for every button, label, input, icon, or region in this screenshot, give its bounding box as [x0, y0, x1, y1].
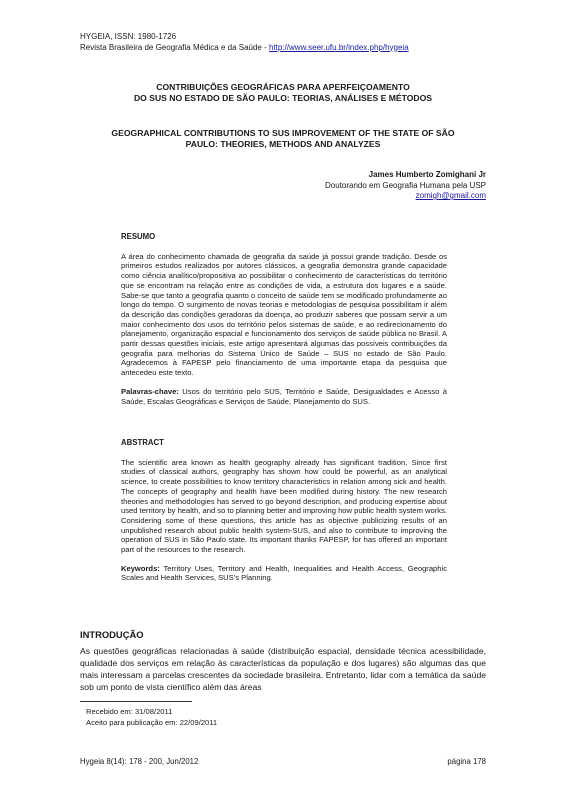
author-block — [325, 170, 486, 202]
abstract-text: The scientific area known as health geography already has significant tradition. Since first studies of classical authors, geography has shown how could be powerful, as an analytical science, to create possibilities to know territory characteristics in relation among sick and health. The concepts of geography and health have been modified during history. The new research theories and methodologies has served to go beyond description, and producing expertise about used territory by health, and so to planning better and improving how public health system works. Considering some of these questions, this article has as objective publicizing results of an unpublished research about public health system-SUS, and also to contribute to improving the operation of SUS in São Paulo state. Its important thanks FAPESP, for has offered an important part of the resources to the research. — [121, 457, 447, 555]
intro-heading: INTRODUÇÃO — [80, 629, 144, 640]
intro-text: As questões geográficas relacionadas à saúde (distribuição espacial, densidade técnica acessibilidade, qualidade dos serviços em relação às características da população e dos lugares) são algumas das que mais interessam a parcelas crescentes da sociedade brasileira. Entretanto, lidar com a temática da saúde sob um ponto de vista científico além das áreas — [80, 646, 486, 693]
author-email-link[interactable]: zomigh@gmail.com — [415, 191, 486, 200]
journal-subtitle-text: Revista Brasileira de Geografia Médica e da Saúde - — [80, 42, 269, 52]
resumo-heading: RESUMO — [121, 232, 156, 241]
title-en-line2: PAULO: THEORIES, METHODS AND ANALYZES — [185, 139, 381, 149]
author-name: James Humberto Zomighani Jr — [368, 170, 486, 179]
author-affiliation: Doutorando em Geografia Humana pela USP — [325, 180, 486, 190]
footnote-accepted: Aceito para publicação em: 22/09/2011 — [86, 717, 218, 727]
resumo-section — [121, 232, 447, 406]
resumo-keywords-label: Palavras-chave: — [121, 386, 179, 396]
footer-page-number: página 178 — [447, 757, 486, 766]
resumo-keywords-text: Usos do território pelo SUS, Território e Saúde, Desigualdades e Acesso à Saúde, Escalas Geográficas e Serviços de Saúde, Planejamento do SUS. — [121, 386, 447, 406]
title-portuguese — [60, 82, 506, 104]
abstract-keywords — [121, 564, 447, 583]
footer-citation: Hygeia 8(14): 178 - 200, Jun/2012 — [80, 757, 199, 766]
abstract-keywords-text: Territory Uses, Territory and Health, Inequalities and Health Access, Geographic Scales and Health Services, SUS’s Planning. — [121, 563, 447, 583]
abstract-heading: ABSTRACT — [121, 438, 164, 447]
footnote-received: Recebido em: 31/08/2011 — [86, 707, 173, 716]
journal-header — [80, 32, 409, 53]
resumo-text: A área do conhecimento chamada de geografia da saúde já possui grande tradição. Desde os primeiros estudos realizados por autores clássicos, a geografia demonstra grande capacidade como ciência analítico/propositiva ao possibilitar o conhecimento de características do território que se encontram na relação entre as condições de vida, a estrutura dos lugares e a saúde. Sabe-se que tanto a geografia quanto o conceito de saúde tem se modificado profundamente ao longo do tempo. O surgimento de novas teorias e metodologias de pesquisa possibilitam ir além da descrição das condições geradoras da doença, ao produzir saberes que possam servir a um maior conhecimento dos usos do território pelos sistemas de saúde, e ao redirecionamento do planejamento, organização espacial e funcionamento dos serviços de saúde pública no Brasil. A partir dessas questões iniciais, este artigo apresentará algumas das possíveis contribuições da geografia para melhorias do Sistema Único de Saúde – SUS no estado de São Paulo. Agradecemos à FAPESP pelo financiamento de uma importante etapa da pesquisa que antecedeu este texto. — [121, 251, 447, 378]
journal-issn: HYGEIA, ISSN: 1980-1726 — [80, 32, 177, 41]
title-english — [60, 128, 506, 150]
abstract-section — [121, 438, 447, 583]
title-en-line1: GEOGRAPHICAL CONTRIBUTIONS TO SUS IMPROVEMENT OF THE STATE OF SÃO — [111, 128, 455, 138]
resumo-keywords — [121, 387, 447, 406]
footnote-divider — [80, 701, 192, 702]
title-pt-line1: CONTRIBUIÇÕES GEOGRÁFICAS PARA APERFEIÇOAMENTO — [156, 82, 410, 92]
abstract-keywords-label: Keywords: — [121, 563, 160, 573]
title-pt-line2: DO SUS NO ESTADO DE SÃO PAULO: TEORIAS, ANÁLISES E MÉTODOS — [133, 93, 433, 103]
footnotes — [86, 707, 217, 728]
journal-subtitle — [80, 43, 409, 54]
journal-url-link[interactable]: http://www.seer.ufu.br/index.php/hygeia — [269, 42, 409, 52]
